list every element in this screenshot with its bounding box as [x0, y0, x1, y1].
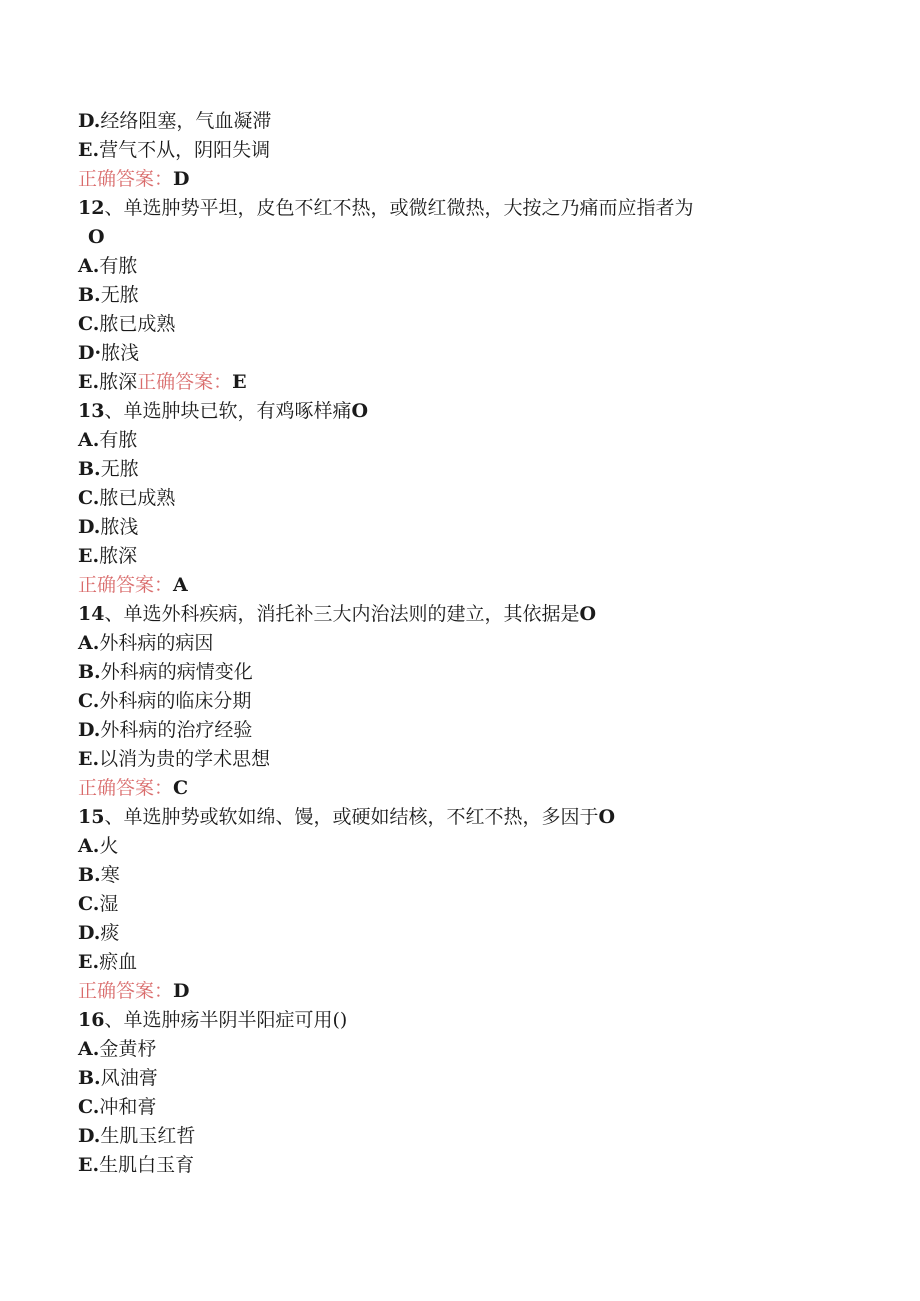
option-text: 火	[99, 835, 119, 857]
answer-value: E	[232, 371, 247, 393]
option-letter: B.	[78, 661, 101, 683]
answer-row	[78, 571, 898, 600]
option-row	[78, 1122, 898, 1151]
option-row	[78, 1064, 898, 1093]
question-stem: 、单选肿势或软如绵、馒，或硬如结核，不红不热，多因于	[104, 806, 599, 828]
question-row	[78, 194, 898, 223]
question-number: 14	[78, 603, 105, 625]
question-stem: 、单选肿疡半阴半阳症可用	[104, 1009, 333, 1031]
question-stem: 、单选外科疾病，消托补三大内治法则的建立，其依据是	[104, 603, 580, 625]
answer-label: 正确答案：	[78, 168, 174, 190]
option-letter: E.	[78, 951, 100, 973]
option-letter: B.	[78, 864, 101, 886]
question-stem: 、单选肿块已软，有鸡啄样痛	[104, 400, 352, 422]
question-paren-row	[78, 223, 898, 252]
option-row	[78, 426, 898, 455]
question-paren: O	[579, 603, 597, 625]
question-number: 13	[78, 400, 105, 422]
option-letter: B.	[78, 284, 101, 306]
option-letter: D.	[78, 516, 101, 538]
question-row	[78, 397, 898, 426]
option-letter: D.	[78, 719, 101, 741]
answer-value: D	[173, 980, 190, 1002]
option-row	[78, 919, 898, 948]
option-row	[78, 484, 898, 513]
option-letter: A.	[78, 429, 100, 451]
option-text: 金黄杼	[99, 1038, 157, 1060]
option-text: 瘀血	[99, 951, 138, 973]
option-text: 经络阻塞，气血凝滞	[100, 110, 272, 132]
option-letter: D.	[78, 110, 101, 132]
question-paren: ()	[332, 1009, 348, 1031]
option-letter: B.	[78, 1067, 101, 1089]
option-text: 脓深	[99, 545, 138, 567]
answer-value: C	[173, 777, 189, 799]
option-letter: C.	[78, 690, 100, 712]
option-text: 以消为贵的学术思想	[99, 748, 271, 770]
option-row	[78, 861, 898, 890]
option-text: 外科病的病情变化	[100, 661, 253, 683]
question-paren: O	[351, 400, 369, 422]
option-text: 脓深	[99, 371, 138, 393]
option-row	[78, 368, 898, 397]
option-text: 风油膏	[100, 1067, 158, 1089]
option-row	[78, 948, 898, 977]
option-text: 寒	[100, 864, 120, 886]
option-letter: E.	[78, 139, 100, 161]
option-text: 营气不从，阴阳失调	[99, 139, 271, 161]
option-row	[78, 281, 898, 310]
question-row	[78, 803, 898, 832]
option-text: 脓已成熟	[99, 313, 176, 335]
option-text: 外科病的病因	[99, 632, 214, 654]
question-number: 16	[78, 1009, 105, 1031]
option-letter: A.	[78, 632, 100, 654]
option-row	[78, 339, 898, 368]
option-row	[78, 1151, 898, 1180]
question-stem: 、单选肿势平坦，皮色不红不热，或微红微热，大按之乃痛而应指者为	[104, 197, 694, 219]
exam-page	[78, 107, 898, 1180]
option-row	[78, 629, 898, 658]
option-row	[78, 252, 898, 281]
option-letter: E.	[78, 748, 100, 770]
answer-label: 正确答案：	[78, 777, 174, 799]
option-row	[78, 1035, 898, 1064]
option-letter: C.	[78, 1096, 100, 1118]
option-text: 脓浅	[101, 342, 140, 364]
option-letter: A.	[78, 835, 100, 857]
answer-value: D	[173, 168, 190, 190]
option-text: 湿	[99, 893, 119, 915]
option-letter: E.	[78, 545, 100, 567]
option-text: 痰	[100, 922, 120, 944]
option-letter: C.	[78, 893, 100, 915]
option-text: 无脓	[100, 284, 139, 306]
option-row	[78, 832, 898, 861]
option-text: 脓浅	[100, 516, 139, 538]
option-text: 无脓	[100, 458, 139, 480]
answer-value: A	[173, 574, 188, 596]
option-row	[78, 890, 898, 919]
question-number: 15	[78, 806, 105, 828]
option-row	[78, 455, 898, 484]
option-row	[78, 542, 898, 571]
option-row	[78, 745, 898, 774]
answer-label: 正确答案：	[78, 980, 174, 1002]
question-paren: O	[598, 806, 616, 828]
answer-row	[78, 165, 898, 194]
option-letter: C.	[78, 313, 100, 335]
option-letter: E.	[78, 1154, 100, 1176]
option-row	[78, 687, 898, 716]
option-row	[78, 136, 898, 165]
option-row	[78, 107, 898, 136]
answer-row	[78, 977, 898, 1006]
option-text: 生肌白玉育	[99, 1154, 195, 1176]
option-letter: D.	[78, 922, 101, 944]
option-row	[78, 716, 898, 745]
question-number: 12	[78, 197, 105, 219]
option-row	[78, 310, 898, 339]
option-letter: E.	[78, 371, 100, 393]
option-row	[78, 658, 898, 687]
option-letter: D.	[78, 1125, 101, 1147]
option-letter: D·	[78, 342, 102, 364]
option-text: 外科病的治疗经验	[100, 719, 253, 741]
option-text: 脓已成熟	[99, 487, 176, 509]
option-letter: A.	[78, 255, 100, 277]
option-letter: C.	[78, 487, 100, 509]
option-row	[78, 1093, 898, 1122]
answer-label: 正确答案：	[137, 371, 233, 393]
option-letter: A.	[78, 1038, 100, 1060]
question-paren: O	[88, 226, 105, 248]
option-text: 生肌玉红哲	[100, 1125, 196, 1147]
option-letter: B.	[78, 458, 101, 480]
option-text: 有脓	[99, 429, 138, 451]
answer-label: 正确答案：	[78, 574, 174, 596]
question-row	[78, 600, 898, 629]
question-row	[78, 1006, 898, 1035]
answer-row	[78, 774, 898, 803]
option-text: 冲和膏	[99, 1096, 157, 1118]
option-text: 有脓	[99, 255, 138, 277]
option-row	[78, 513, 898, 542]
option-text: 外科病的临床分期	[99, 690, 252, 712]
